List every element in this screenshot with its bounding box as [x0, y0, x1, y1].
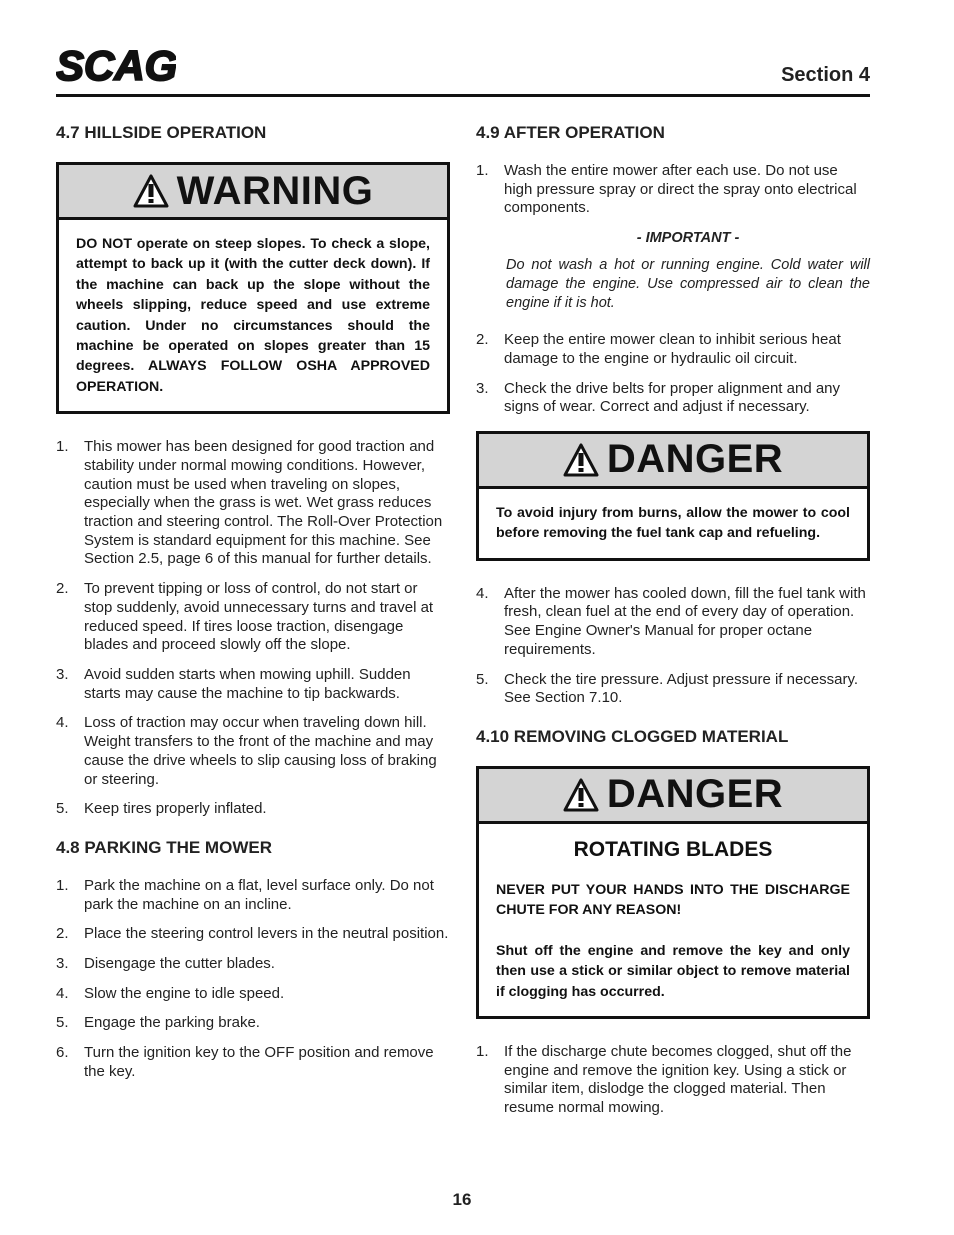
list-item: [476, 1043, 870, 1118]
list-item-number: 6.: [56, 1044, 69, 1062]
list-item-number: 4.: [56, 714, 69, 732]
list-item: [56, 925, 450, 944]
warning-text-block: [59, 220, 447, 411]
important-note: [506, 229, 870, 313]
left-column: [56, 122, 450, 1093]
list-item-number: 2.: [476, 331, 489, 349]
danger-word: DANGER: [606, 437, 784, 482]
heading-removing-clogged: 4.10 REMOVING CLOGGED MATERIAL: [476, 726, 789, 746]
list-item-number: 2.: [56, 580, 69, 598]
page-number: 16: [452, 1190, 472, 1209]
heading-hillside-operation: 4.7 HILLSIDE OPERATION: [56, 123, 267, 142]
list-item-text: Place the steering control levers in the neutral position.: [84, 925, 449, 943]
list-item-text: Engage the parking brake.: [84, 1014, 260, 1032]
list-item-text: Check the tire pressure. Adjust pressure if necessary. See Section 7.10.: [504, 670, 859, 707]
list-item-text: Turn the ignition key to the OFF position and remove the key.: [84, 1044, 434, 1080]
list-item: [56, 580, 450, 655]
danger-box-blades: [476, 766, 870, 1019]
list-item-number: 4.: [476, 584, 489, 602]
list-item: [476, 671, 870, 708]
warning-word: WARNING: [176, 168, 374, 213]
list-item-number: 1.: [56, 876, 69, 894]
list-item: [56, 877, 450, 914]
danger-banner: [479, 769, 867, 824]
danger-text-block: [479, 824, 867, 1016]
list-item-text: Keep tires properly inflated.: [84, 800, 267, 818]
list-item: [56, 714, 450, 789]
list-item-number: 3.: [476, 379, 489, 397]
list-item-text: Loss of traction may occur when traveling down hill. Weight transfers to the front of the machine and may cause the drive wheels to slip causing loss of braking or steering.: [84, 714, 437, 788]
list-item-number: 1.: [476, 1042, 489, 1060]
list-item-number: 3.: [56, 665, 69, 683]
list-item-text: Disengage the cutter blades.: [84, 955, 275, 973]
list-item-number: 1.: [476, 162, 489, 179]
danger-word: DANGER: [606, 772, 784, 817]
warning-triangle-icon: [133, 174, 169, 208]
list-item-number: 5.: [56, 800, 69, 818]
important-text: Do not wash a hot or running engine. Cold water will damage the engine. Use compressed air to clean the engine if it is hot.: [506, 257, 870, 312]
list-item: [56, 438, 450, 569]
list-item: [476, 585, 870, 660]
parking-list: [56, 877, 450, 1082]
list-item: [476, 380, 870, 417]
danger-box-burns: [476, 431, 870, 561]
page-header: [56, 40, 870, 97]
warning-box: [56, 162, 450, 414]
warning-text: DO NOT operate on steep slopes. To check a slope, attempt to back up it (with the cutter deck down). If the machine can back up the slope without the wheels slipping, reduce speed and use extreme caution. Under no circumstances should the machine be operated on slopes greater than 15 degrees. ALWAYS FOLLOW OSHA APPROVED OPERATION.: [76, 236, 430, 395]
after-list-b: [476, 331, 870, 417]
danger-blades-text-2: Shut off the engine and remove the key and only then use a stick or similar object to remove material if clogging has occurred.: [496, 942, 850, 1000]
list-item: [476, 331, 870, 368]
rotating-blades-heading: ROTATING BLADES: [573, 837, 773, 861]
list-item: [56, 1014, 450, 1033]
list-item: [56, 800, 450, 819]
danger-burns-text: To avoid injury from burns, allow the mower to cool before removing the fuel tank cap and refueling.: [496, 504, 850, 542]
list-item-text: Wash the entire mower after each use. Do not use high pressure spray or direct the spray onto electrical components.: [504, 162, 857, 217]
list-item-number: 3.: [56, 955, 69, 973]
list-item-text: After the mower has cooled down, fill the fuel tank with fresh, clean fuel at the end of every day of operation. See Engine Owner's Manual for proper octane requirements.: [504, 584, 866, 658]
list-item-number: 4.: [56, 984, 69, 1002]
heading-after-operation: 4.9 AFTER OPERATION: [476, 123, 665, 142]
list-item-text: Avoid sudden starts when mowing uphill. Sudden starts may cause the machine to tip backwards.: [84, 665, 411, 702]
list-item: [56, 666, 450, 703]
heading-parking-mower: 4.8 PARKING THE MOWER: [56, 837, 272, 857]
list-item-text: Slow the engine to idle speed.: [84, 984, 285, 1002]
after-list-a: [476, 162, 870, 218]
list-item-text: To prevent tipping or loss of control, do not start or stop suddenly, avoid unnecessary turns and travel at reduced speed. If tires loose traction, disengage blades and proceed slowly off the slope.: [84, 580, 434, 654]
danger-blades-text-1: NEVER PUT YOUR HANDS INTO THE DISCHARGE CHUTE FOR ANY REASON!: [496, 881, 850, 919]
list-item: [476, 162, 870, 218]
danger-triangle-icon: [563, 778, 599, 812]
list-item-text: Park the machine on a flat, level surface only. Do not park the machine on an incline.: [84, 876, 434, 913]
list-item-text: If the discharge chute becomes clogged, shut off the engine and remove the ignition key. Using a stick or similar item, dislodge the clogged material. Then resume normal mowing.: [504, 1042, 852, 1117]
after-list-c: [476, 585, 870, 708]
list-item-text: Keep the entire mower clean to inhibit serious heat damage to the engine or hydraulic oil circuit.: [504, 331, 841, 367]
danger-triangle-icon: [563, 443, 599, 477]
danger-banner: [479, 434, 867, 489]
list-item-text: Check the drive belts for proper alignment and any signs of wear. Correct and adjust if necessary.: [504, 379, 841, 416]
logo-text: SCAG: [56, 46, 176, 86]
danger-text-block: [479, 489, 867, 558]
hillside-list: [56, 438, 450, 819]
list-item-number: 5.: [476, 670, 489, 688]
important-title: - IMPORTANT -: [636, 230, 740, 247]
list-item: [56, 955, 450, 974]
section-title: Section 4: [781, 64, 870, 86]
list-item-text: This mower has been designed for good traction and stability under normal mowing conditions. However, caution must be used when traveling on slopes, especially when the grass is wet. Wet grass reduces traction and steering control. The Roll-Over Protection System is standard equipment for this machine. See Section 2.5, page 6 of this manual for further details.: [84, 438, 443, 568]
scag-logo: [56, 46, 176, 91]
list-item-number: 5.: [56, 1014, 69, 1032]
clogged-list: [476, 1043, 870, 1118]
list-item: [56, 985, 450, 1004]
warning-banner: [59, 165, 447, 220]
list-item: [56, 1044, 450, 1081]
list-item-number: 2.: [56, 925, 69, 943]
list-item-number: 1.: [56, 438, 69, 456]
right-column: [476, 122, 870, 1129]
